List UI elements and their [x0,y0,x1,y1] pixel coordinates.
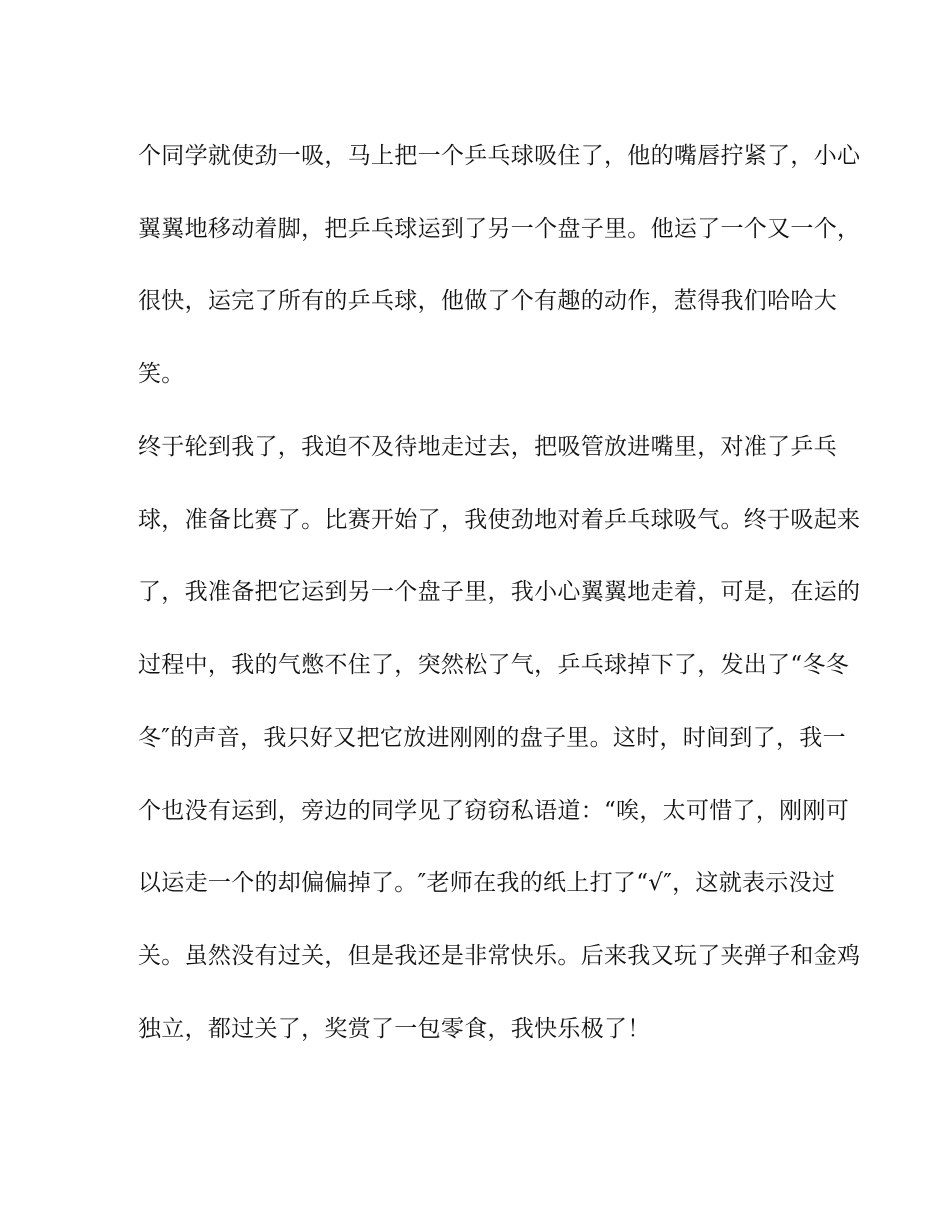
text-line: 个同学就使劲一吸，马上把一个乒乓球吸住了，他的嘴唇拧紧了，小心 [138,143,861,169]
text-line: 了，我准备把它运到另一个盘子里，我小心翼翼地走着，可是，在运的 [138,579,861,605]
text-line: 冬″的声音，我只好又把它放进刚刚的盘子里。这时，时间到了，我一 [138,725,846,751]
text-line: 关。虽然没有过关，但是我还是非常快乐。后来我又玩了夹弹子和金鸡 [138,943,861,969]
text-line: 终于轮到我了，我迫不及待地走过去，把吸管放进嘴里，对准了乒乓 [138,434,837,460]
text-line: 笑。 [138,361,185,387]
text-line: 球，准备比赛了。比赛开始了，我使劲地对着乒乓球吸气。终于吸起来 [138,507,861,533]
text-line: 以运走一个的却偏偏掉了。″老师在我的纸上打了“√″，这就表示没过 [138,870,836,896]
text-line: 个也没有运到，旁边的同学见了窃窃私语道：“唉，太可惜了，刚刚可 [138,798,850,824]
text-line: 过程中，我的气憋不住了，突然松了气，乒乓球掉下了，发出了“冬冬 [138,652,850,678]
text-line: 独立，都过关了，奖赏了一包零食，我快乐极了！ [138,1016,651,1042]
text-line: 很快，运完了所有的乒乓球，他做了个有趣的动作，惹得我们哈哈大 [138,288,837,314]
text-line: 翼翼地移动着脚，把乒乓球运到了另一个盘子里。他运了一个又一个， [138,216,861,242]
